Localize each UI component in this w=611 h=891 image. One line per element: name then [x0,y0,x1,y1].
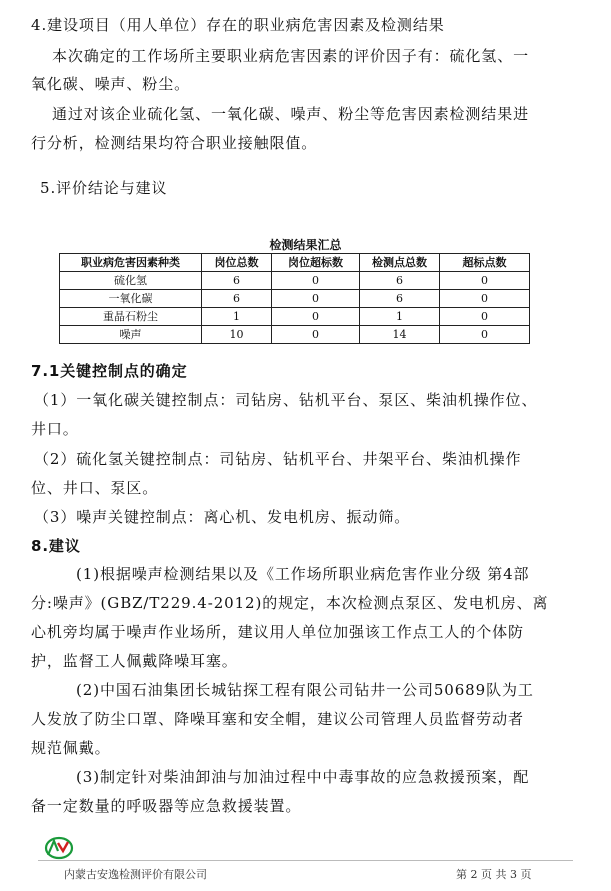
summary-table [59,253,530,344]
table-cell: 6 [202,290,272,308]
table-cell: 0 [272,308,360,326]
table-cell: 0 [272,290,360,308]
control-point-1-line2: 井口。 [31,420,79,438]
table-cell: 0 [440,290,530,308]
table-row [60,290,530,308]
table-cell: 0 [440,326,530,344]
section-5-title: 5.评价结论与建议 [40,179,168,197]
control-point-2-line2: 位、井口、泵区。 [31,479,159,497]
table-row [60,308,530,326]
suggestion-1-line1: (1)根据噪声检测结果以及《工作场所职业病危害作业分级 第4部 [76,565,530,583]
section-4-para1-line1: 本次确定的工作场所主要职业病危害因素的评价因子有：硫化氢、一 [52,47,530,65]
table-row [60,272,530,290]
table-cell: 0 [440,272,530,290]
suggestion-2-line2: 人发放了防尘口罩、降噪耳塞和安全帽，建议公司管理人员监督劳动者 [31,710,524,728]
table-title: 检测结果汇总 [269,238,342,252]
table-cell: 6 [202,272,272,290]
table-cell: 1 [360,308,440,326]
table-cell: 一氧化碳 [60,290,202,308]
suggestion-1-line4: 护，监督工人佩戴降噪耳塞。 [31,652,238,670]
section-8-title: 8.建议 [31,537,81,555]
control-point-2-line1: （2）硫化氢关键控制点：司钻房、钻机平台、井架平台、柴油机操作 [34,450,522,468]
control-point-3: （3）噪声关键控制点：离心机、发电机房、振动筛。 [34,508,411,526]
section-4-para2-line2: 行分析，检测结果均符合职业接触限值。 [31,134,318,152]
table-header-row [60,254,530,272]
table-header-cell: 职业病危害因素种类 [60,254,202,272]
suggestion-3-line2: 备一定数量的呼吸器等应急救援装置。 [31,797,302,815]
table-row [60,326,530,344]
table-cell: 重晶石粉尘 [60,308,202,326]
suggestion-2-line1: (2)中国石油集团长城钻探工程有限公司钻井一公司50689队为工 [76,681,534,699]
table-cell: 1 [202,308,272,326]
table-cell: 6 [360,290,440,308]
control-point-1-line1: （1）一氧化碳关键控制点：司钻房、钻机平台、泵区、柴油机操作位、 [34,391,538,409]
table-cell: 0 [272,326,360,344]
section-4-title: 4.建设项目（用人单位）存在的职业病危害因素及检测结果 [31,16,445,34]
table-cell: 0 [272,272,360,290]
table-cell: 10 [202,326,272,344]
suggestion-2-line3: 规范佩戴。 [31,739,111,757]
section-7-1-title: 7.1关键控制点的确定 [31,362,188,380]
table-header-cell: 检测点总数 [360,254,440,272]
table-cell: 0 [440,308,530,326]
table-cell: 6 [360,272,440,290]
section-4-para1-line2: 氧化碳、噪声、粉尘。 [31,75,191,93]
table-header-cell: 岗位超标数 [272,254,360,272]
table-cell: 噪声 [60,326,202,344]
table-header-cell: 超标点数 [440,254,530,272]
suggestion-1-line2: 分:噪声》(GBZ/T229.4-2012)的规定，本次检测点泵区、发电机房、离 [31,594,549,612]
company-logo-icon [44,835,74,861]
suggestion-1-line3: 心机旁均属于噪声作业场所，建议用人单位加强该工作点工人的个体防 [31,623,524,641]
table-cell: 14 [360,326,440,344]
table-header-cell: 岗位总数 [202,254,272,272]
table-cell: 硫化氢 [60,272,202,290]
footer-company-name: 内蒙古安逸检测评价有限公司 [64,868,207,881]
footer-divider [38,860,573,861]
section-4-para2-line1: 通过对该企业硫化氢、一氧化碳、噪声、粉尘等危害因素检测结果进 [52,105,530,123]
footer-page-number: 第 2 页 共 3 页 [456,868,532,881]
suggestion-3-line1: (3)制定针对柴油卸油与加油过程中中毒事故的应急救援预案，配 [76,768,530,786]
